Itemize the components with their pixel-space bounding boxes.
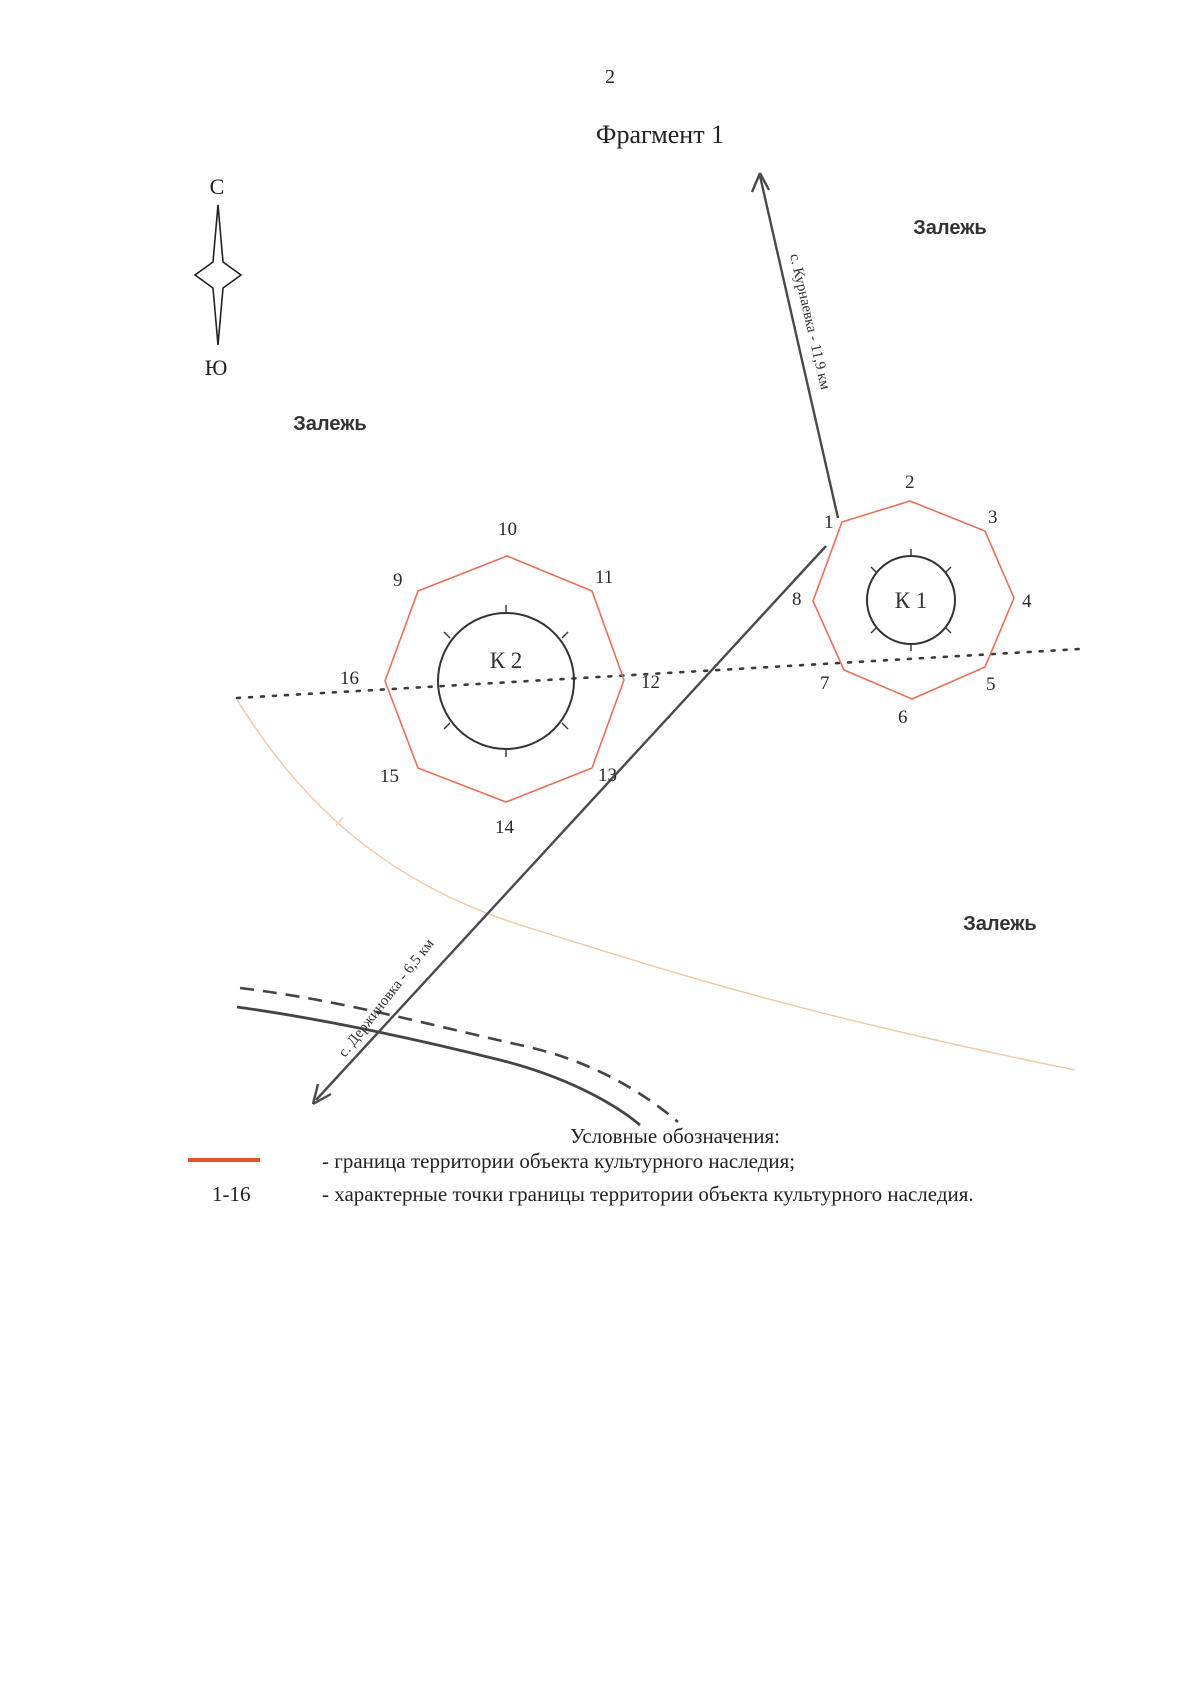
mound-k2 (438, 605, 574, 757)
point-label-7: 7 (820, 673, 830, 694)
point-label-3: 3 (988, 507, 998, 528)
legend-points-key: 1-16 (212, 1182, 251, 1206)
compass-south-label: Ю (204, 355, 228, 380)
mound-label-k1: К 1 (894, 588, 928, 613)
arrow-south-road (313, 546, 826, 1104)
point-label-8: 8 (792, 589, 802, 610)
road-label-south: с. Держиновка - 6,5 км (335, 936, 438, 1061)
point-label-10: 10 (498, 519, 517, 540)
legend-title: Условные обозначения: (569, 1124, 781, 1148)
field-label-northeast: Залежь (913, 217, 987, 239)
point-label-16: 16 (340, 668, 359, 689)
legend-points-text: - характерные точки границы территории объекта культурного наследия. (322, 1182, 974, 1206)
point-label-13: 13 (598, 765, 617, 786)
point-label-5: 5 (986, 674, 996, 695)
arrow-north-road (752, 173, 838, 518)
point-label-6: 6 (898, 707, 908, 728)
compass-north-label: С (209, 174, 225, 199)
boundary-polygon-k2 (385, 556, 624, 802)
point-label-14: 14 (495, 817, 514, 838)
point-label-12: 12 (641, 672, 660, 693)
point-label-2: 2 (905, 472, 915, 493)
point-label-15: 15 (380, 766, 399, 787)
field-label-west: Залежь (293, 413, 367, 435)
field-label-southeast: Залежь (963, 913, 1037, 935)
legend-boundary-swatch (188, 1158, 260, 1162)
point-label-1: 1 (824, 512, 834, 533)
north-arrow-icon (195, 174, 241, 380)
road-label-north: с. Курнаевка - 11,9 км (786, 252, 833, 392)
road-dashed-line (240, 988, 678, 1122)
mound-label-k2: К 2 (489, 648, 523, 673)
point-label-4: 4 (1022, 591, 1032, 612)
page-number: 2 (605, 66, 615, 88)
legend-boundary-text: - граница территории объекта культурного наследия; (322, 1149, 796, 1173)
road-solid-line (237, 1007, 640, 1125)
page-title: Фрагмент 1 (595, 120, 725, 149)
point-label-9: 9 (393, 570, 403, 591)
point-label-11: 11 (595, 567, 614, 588)
